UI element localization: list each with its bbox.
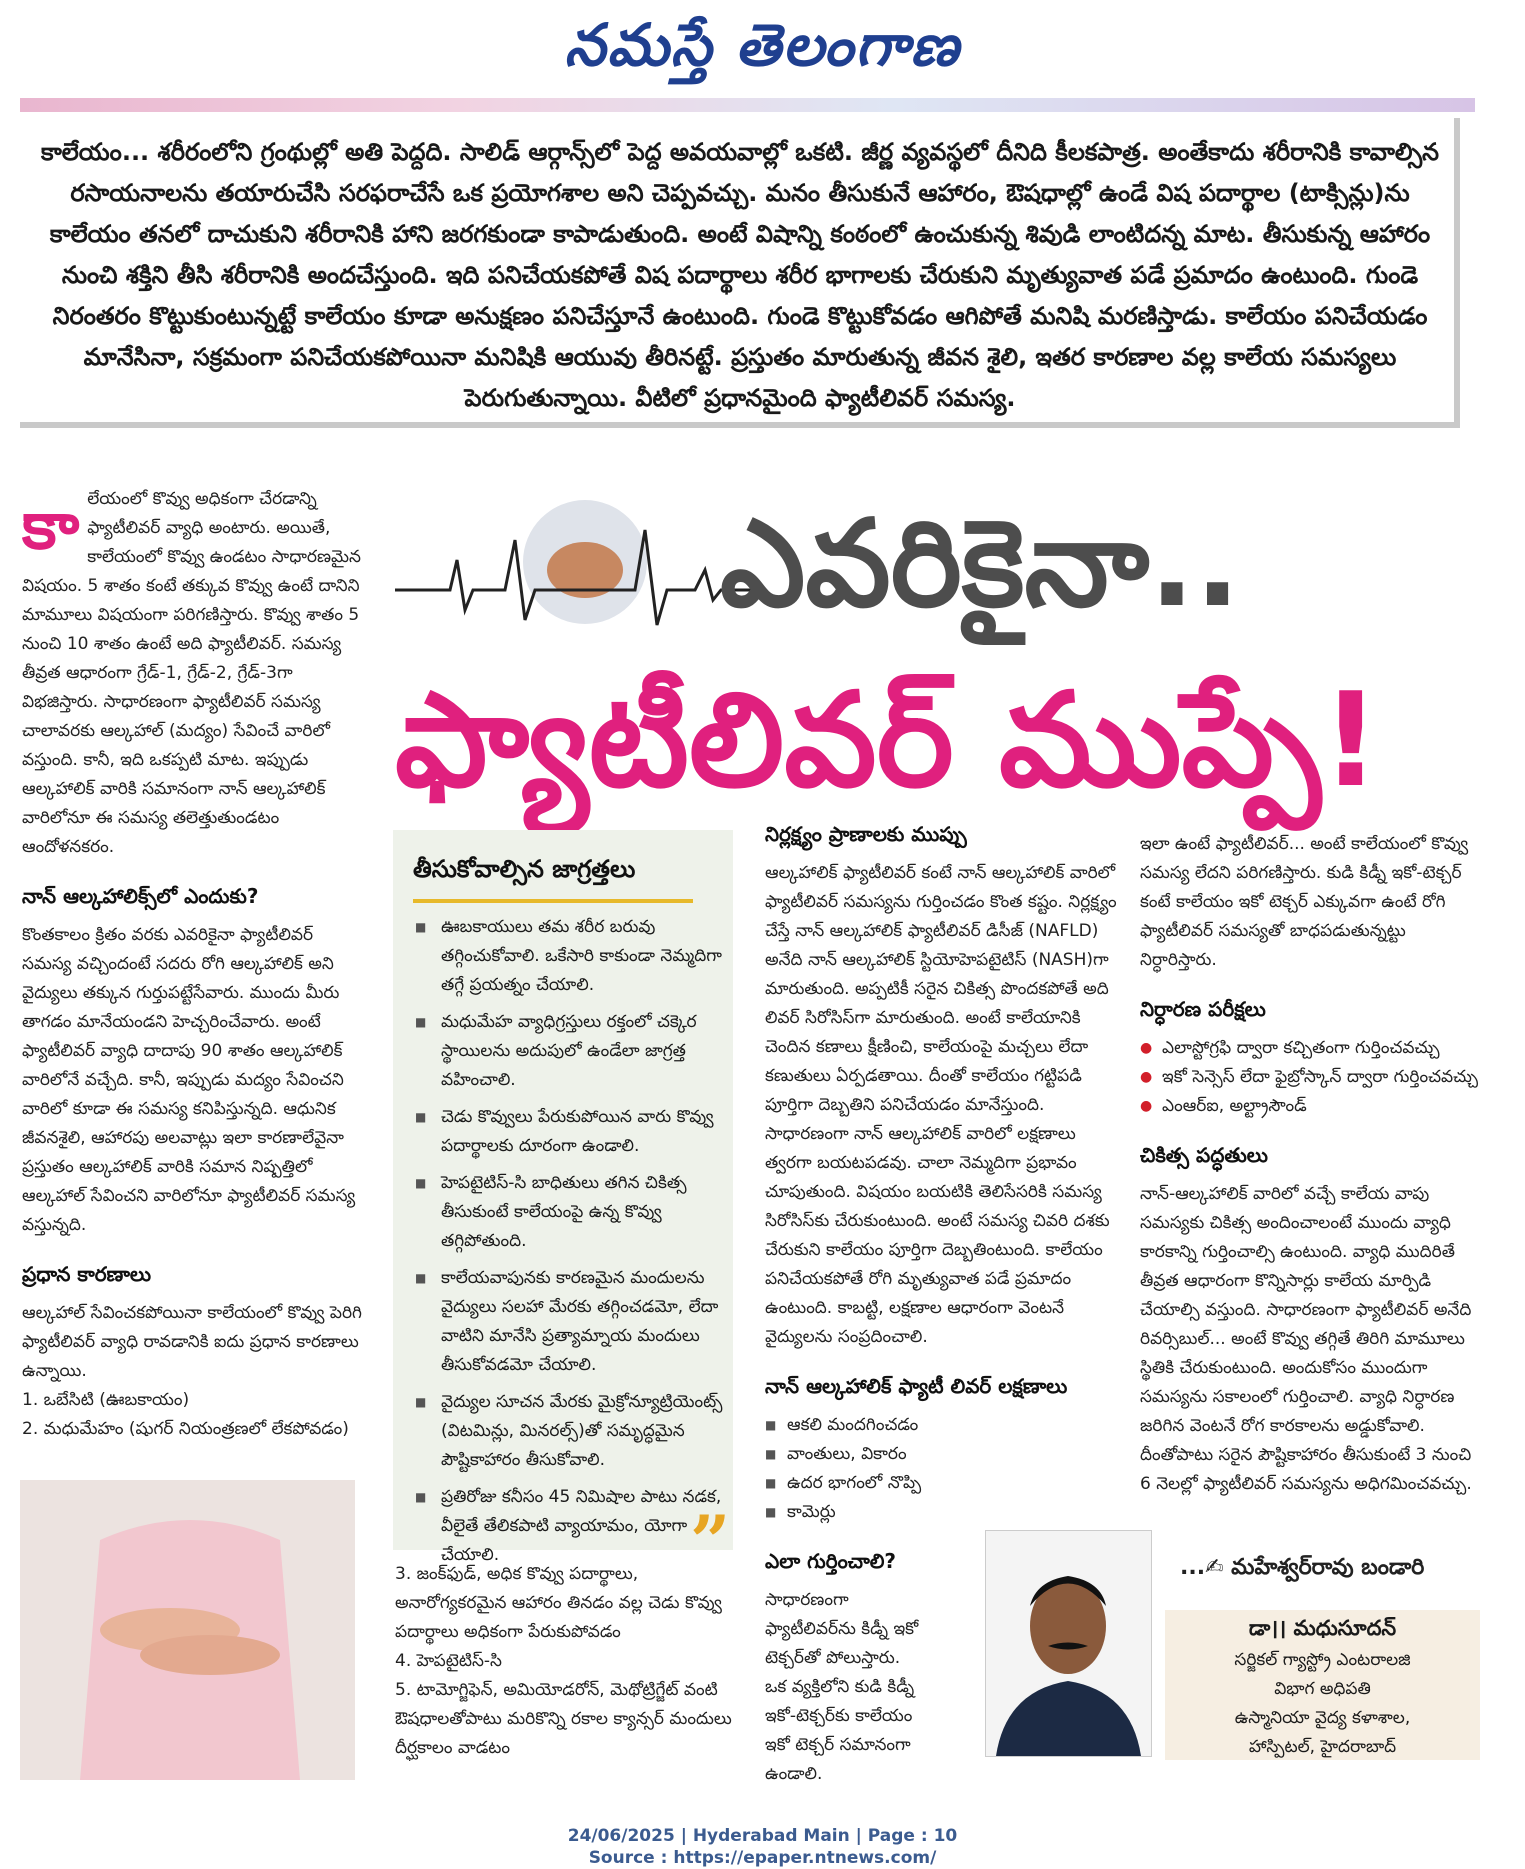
- col4-body-3: నాన్-ఆల్కహాలిక్ వారిలో వచ్చే కాలేయ వాపు సమస్యకు చికిత్స అందించాలంటే ముందు వ్యాధి కారకాన్ని గుర్తించాల్సి ఉంటుంది. వ్యాధి ముదిరితే తీవ్రత ఆధారంగా కొన్నిసార్లు కాలేయ మార్పిడి చేయాల్సి వస్తుంది. సాధారణంగా ఫ్యాటీలివర్ అనేది రివర్సిబుల్... అంటే కొవ్వు తగ్గితే తిరిగి మామూలు స్థితికి చేరుకుంటుంది. అందుకోసం ముందుగా సమస్యను సకాలంలో గుర్తించాలి. వ్యాధి నిర్ధారణ జరిగిన వెంటనే రోగ కారకాలను అడ్డుకోవాలి. దీంతోపాటు సరైన పౌష్టికాహారం తీసుకుంటే 3 నుంచి 6 నెలల్లో ఫ్యాటీలివర్ సమస్యను అధిగమించవచ్చు.: [1140, 1184, 1472, 1494]
- test-item: ● ఇకో సెన్సెస్ లేదా ఫైబ్రోస్కాన్ ద్వారా గుర్తించవచ్చు: [1140, 1063, 1485, 1092]
- precaution-item: ■ ప్రతిరోజు కనీసం 45 నిమిషాల పాటు నడక, వీలైతే తేలికపాటి వ్యాయామం, యోగా చేయాలి.: [415, 1483, 723, 1570]
- symptom-item: ■ ఉదర భాగంలో నొప్పి: [765, 1469, 1120, 1498]
- doctor-title: హాస్పిటల్, హైదరాబాద్: [1248, 1737, 1397, 1757]
- doctor-title: ఉస్మానియా వైద్య కళాశాల,: [1234, 1708, 1411, 1728]
- precaution-item: ■ వైద్యుల సూచన మేరకు మైక్రోన్యూట్రియెంట్స్ (విటమిన్లు, మినరల్స్)తో సమృద్ధమైన పౌష్టికాహారం తీసుకోవాలి.: [415, 1388, 723, 1475]
- ecg-liver-illustration: [395, 500, 755, 640]
- col4-heading-2: నిర్ధారణ పరీక్షలు: [1140, 997, 1266, 1021]
- col1-heading-2: నాన్ ఆల్కహాలిక్స్‌లో ఎందుకు?: [22, 884, 259, 908]
- doctor-title: సర్జికల్ గ్యాస్ట్రో ఎంటరాలజి: [1234, 1650, 1411, 1670]
- footer: [0, 1825, 1525, 1869]
- intro-box-shadow: [20, 118, 1460, 428]
- doctor-title: విభాగ అధిపతి: [1274, 1679, 1371, 1699]
- precautions-box: [393, 830, 733, 1565]
- symptoms-list: [765, 1411, 1120, 1527]
- cause-item: 1. ఒబేసిటి (ఊబకాయం): [22, 1390, 190, 1410]
- precaution-item: ■ చెడు కొవ్వులు పేరుకుపోయిన వారు కొవ్వు పదార్థాలకు దూరంగా ఉండాలి.: [415, 1103, 723, 1161]
- cause-item: 2. మధుమేహం (షుగర్ నియంత్రణలో లేకపోవడం): [22, 1419, 349, 1439]
- col3-heading-3: ఎలా గుర్తించాలి?: [765, 1549, 897, 1573]
- dropcap: కా: [22, 486, 80, 564]
- col4-body-1: ఇలా ఉంటే ఫ్యాటీలివర్... అంటే కాలేయంలో కొవ్వు సమస్య లేదని పరిగణిస్తారు. కుడి కిడ్నీ ఇకో-టెక్చర్ కంటే కాలేయం ఇకో టెక్చర్ ఎక్కువగా ఉంటే రోగి ఫ్యాటీలివర్ సమస్యతో బాధపడుతున్నట్టు నిర్ధారిస్తారు.: [1140, 834, 1469, 970]
- precautions-list: [393, 913, 733, 1570]
- test-item: ● ఎంఆర్ఐ, అల్ట్రాసౌండ్: [1140, 1092, 1485, 1121]
- col3-heading-1: నిర్లక్ష్యం ప్రాణాలకు ముప్పు: [765, 822, 967, 846]
- col3-body-3: సాధారణంగా ఫ్యాటీలివర్‌ను కిడ్నీ ఇకో టెక్చర్‌తో పోలుస్తారు. ఒక వ్యక్తిలోని కుడి కిడ్నీ ఇకో-టెక్చర్‌కు కాలేయం ఇకో టెక్చర్ సమానంగా ఉండాలి.: [765, 1590, 919, 1784]
- headline-line2: ఫ్యాటీలివర్ ముప్పే!: [395, 664, 1381, 816]
- cause-item: 4. హెపటైటిస్-సి: [395, 1651, 502, 1671]
- col4-heading-3: చికిత్స పద్ధతులు: [1140, 1143, 1268, 1167]
- col3-body-1: ఆల్కహాలిక్ ఫ్యాటీలివర్ కంటే నాన్ ఆల్కహాలిక్ వారిలో ఫ్యాటీలివర్ సమస్యను గుర్తించడం కొంత కష్టం. నిర్లక్ష్యం చేస్తే నాన్ ఆల్కహాలిక్ ఫ్యాటీలివర్ డిసీజ్ (NAFLD) అనేది నాన్ ఆల్కహాలిక్ స్టియోహెపటైటిస్ (NASH)గా మారుతుంది. అప్పటికీ సరైన చికిత్స పొందకపోతే అది లివర్ సిరోసిస్‌గా మారుతుంది. అంటే కాలేయానికి చెందిన కణాలు క్షీణించి, కాలేయంపై మచ్చలు లేదా కణుతులు ఏర్పడతాయి. దీంతో కాలేయం గట్టిపడి పూర్తిగా దెబ్బతిని పనిచేయడం మానేస్తుంది. సాధారణంగా నాన్ ఆల్కహాలిక్ వారిలో లక్షణాలు త్వరగా బయటపడవు. చాలా నెమ్మదిగా ప్రభావం చూపుతుంది. విషయం బయటికి తెలిసేసరికి సమస్య సిరోసిస్‌కు చేరుకుంటుంది. అంటే సమస్య చివరి దశకు చేరుకుని కాలేయం పూర్తిగా దెబ్బతింటుంది. కాలేయం పనిచేయకపోతే రోగి మృత్యువాత పడే ప్రమాదం ఉంటుంది. కాబట్టి, లక్షణాల ఆధారంగా వెంటనే వైద్యులను సంప్రదించాలి.: [765, 863, 1117, 1347]
- woman-stomach-pain-photo: [20, 1480, 355, 1780]
- cause-item: 3. జంక్‌ఫుడ్, అధిక కొవ్వు పదార్థాలు, అనారోగ్యకరమైన ఆహారం తినడం వల్ల చెడు కొవ్వు పదార్థాలు అధికంగా పేరుకుపోవడం: [395, 1564, 722, 1642]
- footer-date-edition: 24/06/2025 | Hyderabad Main | Page : 10: [567, 1826, 958, 1846]
- symptom-item: ■ ఆకలి మందగించడం: [765, 1411, 1120, 1440]
- reporter-byline: ...✍ మహేశ్వర్‌రావు బండారి: [1180, 1555, 1425, 1580]
- doctor-name: డా।। మధుసూదన్: [1248, 1616, 1397, 1640]
- precaution-item: ■ హెపటైటిస్-సి బాధితులు తగిన చికిత్స తీసుకుంటే కాలేయంపై ఉన్న కొవ్వు తగ్గిపోతుంది.: [415, 1169, 723, 1256]
- col1-lead: లేయంలో కొవ్వు అధికంగా చేరడాన్ని ఫ్యాటీలివర్ వ్యాధి అంటారు. అయితే, కాలేయంలో కొవ్వు ఉండటం సాధారణమైన విషయం. 5 శాతం కంటే తక్కువ కొవ్వు ఉంటే దానిని మామూలు విషయంగా పరిగణిస్తారు. కొవ్వు శాతం 5 నుంచి 10 శాతం ఉంటే అది ఫ్యాటీలివర్. సమస్య తీవ్రత ఆధారంగా గ్రేడ్-1, గ్రేడ్-2, గ్రేడ్-3గా విభజిస్తారు. సాధారణంగా ఫ్యాటీలివర్ సమస్య చాలావరకు ఆల్కహాల్ (మద్యం) సేవించే వారిలో వస్తుంది. కానీ, ఇది ఒకప్పటి మాట. ఇప్పుడు ఆల్కహాలిక్ వారికి సమానంగా నాన్ ఆల్కహాలిక్ వారిలోనూ ఈ సమస్య తలెత్తుతుండటం ఆందోళనకరం.: [22, 489, 361, 857]
- doctor-credit-box: [1165, 1610, 1480, 1760]
- banner-strip: [20, 98, 1475, 112]
- precaution-item: ■ కాలేయవాపునకు కారణమైన మందులను వైద్యులు సలహా మేరకు తగ్గించడమో, లేదా వాటిని మానేసి ప్రత్యామ్నాయ మందులు తీసుకోవడమో చేయాలి.: [415, 1264, 723, 1380]
- precaution-item: ■ ఊబకాయులు తమ శరీర బరువు తగ్గించుకోవాలి. ఒకేసారి కాకుండా నెమ్మదిగా తగ్గే ప్రయత్నం చేయాలి.: [415, 913, 723, 1000]
- causes-continued: [395, 1560, 740, 1763]
- column-4: [1140, 830, 1485, 1499]
- cause-item: 5. టామోగ్జిఫెన్, అమియోడరోన్, మెథోట్రిగ్జేట్ వంటి ఔషధాలతోపాటు మరికొన్ని రకాల క్యాన్సర్ మందులు దీర్ఘకాలం వాడటం: [395, 1680, 732, 1758]
- masthead: [0, 0, 1525, 110]
- test-item: ● ఎలాస్టోగ్రఫి ద్వారా కచ్చితంగా గుర్తించవచ్చు: [1140, 1034, 1485, 1063]
- intro-text: కాలేయం... శరీరంలోని గ్రంథుల్లో అతి పెద్దది. సాలిడ్ ఆర్గాన్స్‌లో పెద్ద అవయవాల్లో ఒకటి. జీర్ణ వ్యవస్థలో దీనిది కీలకపాత్ర. అంతేకాదు శరీరానికి కావాల్సిన రసాయనాలను తయారుచేసి సరఫరాచేసే ఒక ప్రయోగశాల అని చెప్పవచ్చు. మనం తీసుకునే ఆహారం, ఔషధాల్లో ఉండే విష పదార్థాల (టాక్సిన్లు)ను కాలేయం తనలో దాచుకుని శరీరానికి హాని జరగకుండా కాపాడుతుంది. అంటే విషాన్ని కంఠంలో ఉంచుకున్న శివుడి లాంటిదన్న మాట. తీసుకున్న ఆహారం నుంచి శక్తిని తీసి శరీరానికి అందచేస్తుంది. ఇది పనిచేయకపోతే విష పదార్థాలు శరీర భాగాలకు చేరుకుని మృత్యువాత పడే ప్రమాదం ఉంటుంది. గుండె నిరంతరం కొట్టుకుంటున్నట్టే కాలేయం కూడా అనుక్షణం పనిచేస్తూనే ఉంటుంది. గుండె కొట్టుకోవడం ఆగిపోతే మనిషి మరణిస్తాడు. కాలేయం పనిచేయడం మానేసినా, సక్రమంగా పనిచేయకపోయినా మనిషికి ఆయువు తీరినట్టే. ప్రస్తుతం మారుతున్న జీవన శైలి, ఇతర కారణాల వల్ల కాలేయ సమస్యలు పెరుగుతున్నాయి. వీటిలో ప్రధానమైంది ఫ్యాటీలివర్ సమస్య.: [40, 138, 1440, 412]
- footer-source: Source : https://epaper.ntnews.com/: [588, 1848, 937, 1868]
- quote-mark-icon: ”: [690, 1500, 731, 1583]
- precautions-rule: [413, 899, 693, 903]
- col1-heading-3: ప్రధాన కారణాలు: [22, 1262, 152, 1286]
- symptom-item: ■ కామెర్లు: [765, 1498, 1120, 1527]
- precautions-title: తీసుకోవాల్సిన జాగ్రత్తలు: [413, 855, 636, 883]
- newspaper-logo: నమస్తే తెలంగాణ: [564, 11, 961, 79]
- column-1: [22, 485, 362, 1444]
- symptom-item: ■ వాంతులు, వికారం: [765, 1440, 1120, 1469]
- precaution-item: ■ మధుమేహ వ్యాధిగ్రస్తులు రక్తంలో చక్కెర స్థాయిలను అదుపులో ఉండేలా జాగ్రత్త వహించాలి.: [415, 1008, 723, 1095]
- headline-line1: ఎవరికైనా..: [720, 495, 1241, 634]
- doctor-photo: [985, 1530, 1152, 1757]
- col1-body-2: కొంతకాలం క్రితం వరకు ఎవరికైనా ఫ్యాటీలివర్ సమస్య వచ్చిందంటే సదరు రోగి ఆల్కహాలిక్ అని వైద్యులు తక్కున గుర్తుపట్టేసేవారు. ముందు మీరు తాగడం మానేయండని హెచ్చరించేవారు. అంటే ఫ్యాటీలివర్ వ్యాధి దాదాపు 90 శాతం ఆల్కహాలిక్ వారిలోనే వచ్చేది. కానీ, ఇప్పుడు మద్యం సేవించని వారిలో కూడా ఈ సమస్య కనిపిస్తున్నది. ఆధునిక జీవనశైలి, ఆహారపు అలవాట్లు ఇలా కారణాలేవైనా ప్రస్తుతం ఆల్కహాలిక్ వారికి సమాన నిష్పత్తిలో ఆల్కహాల్ సేవించని వారిలోనూ ఫ్యాటీలివర్ సమస్య వస్తున్నది.: [22, 925, 356, 1235]
- col3-heading-2: నాన్ ఆల్కహాలిక్ ఫ్యాటీ లివర్ లక్షణాలు: [765, 1374, 1068, 1398]
- tests-list: [1140, 1034, 1485, 1121]
- col1-body-3: ఆల్కహాల్ సేవించకపోయినా కాలేయంలో కొవ్వు పెరిగి ఫ్యాటీలివర్ వ్యాధి రావడానికి ఐదు ప్రధాన కారణాలు ఉన్నాయి.: [22, 1303, 362, 1381]
- intro-box: [20, 118, 1460, 438]
